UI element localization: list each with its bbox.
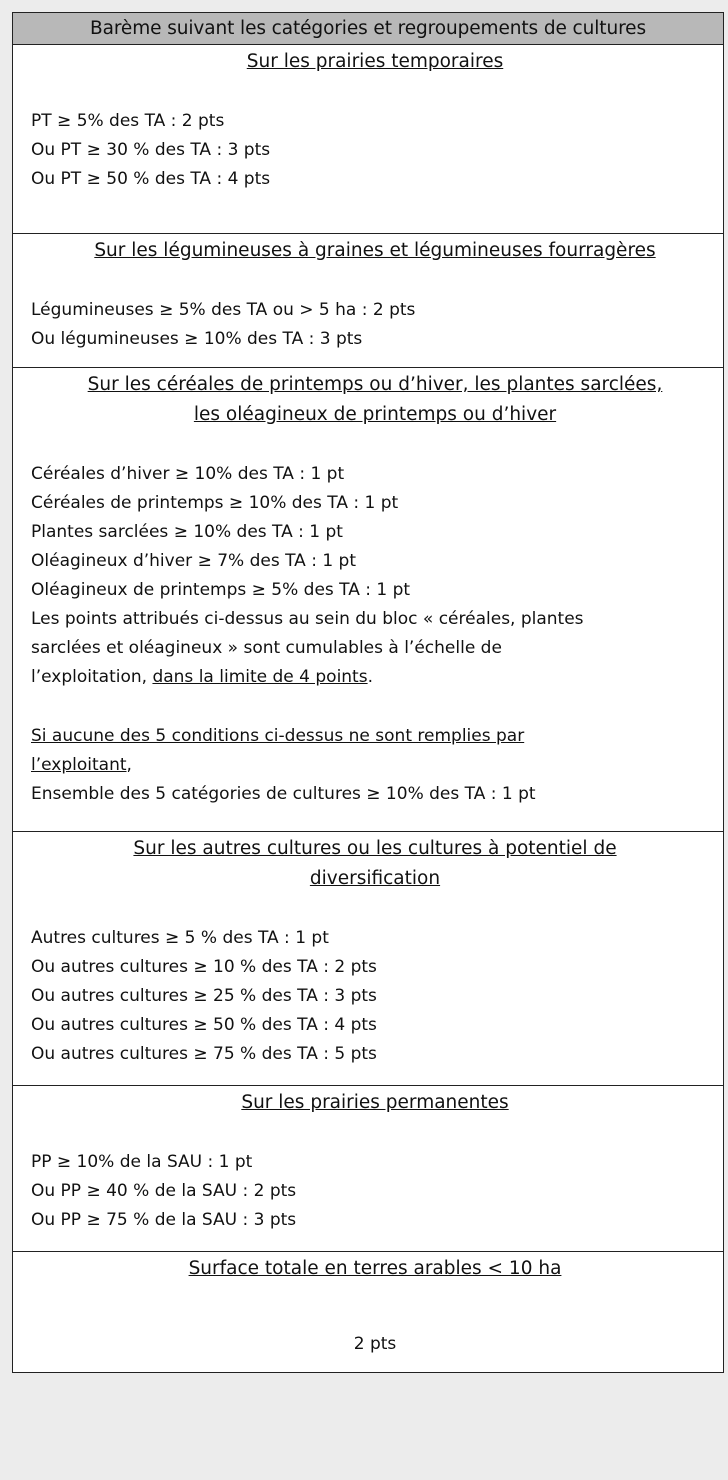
section-body bbox=[31, 460, 719, 809]
list-item: Autres cultures ≥ 5 % des TA : 1 pt bbox=[31, 928, 329, 948]
list-item: Céréales d’hiver ≥ 10% des TA : 1 pt bbox=[31, 464, 345, 484]
list-item: Ou PP ≥ 40 % de la SAU : 2 pts bbox=[31, 1181, 297, 1201]
condition-comma: , bbox=[126, 755, 132, 775]
section-title-line: Sur les autres cultures ou les cultures à potentiel de bbox=[133, 838, 617, 859]
list-item: Ou autres cultures ≥ 50 % des TA : 4 pts bbox=[31, 1015, 377, 1035]
section-title bbox=[31, 832, 719, 894]
list-item: Ou autres cultures ≥ 10 % des TA : 2 pts bbox=[31, 957, 377, 977]
list-item: PT ≥ 5% des TA : 2 pts bbox=[31, 111, 225, 131]
section-surface-totale bbox=[13, 1252, 723, 1372]
section-prairies-temporaires bbox=[13, 45, 723, 234]
list-item: Oléagineux d’hiver ≥ 7% des TA : 1 pt bbox=[31, 551, 357, 571]
condition-result: Ensemble des 5 catégories de cultures ≥ 10% des TA : 1 pt bbox=[31, 784, 536, 804]
points-value: 2 pts bbox=[353, 1334, 397, 1354]
note-prefix: l’exploitation, bbox=[31, 667, 153, 687]
section-title bbox=[31, 368, 719, 430]
scoring-table bbox=[12, 12, 724, 1373]
section-body bbox=[31, 107, 719, 194]
section-title: Surface totale en terres arables < 10 ha bbox=[188, 1258, 562, 1279]
list-item: Ou PT ≥ 50 % des TA : 4 pts bbox=[31, 169, 271, 189]
condition-subject: l’exploitant bbox=[31, 755, 127, 775]
section-autres-cultures bbox=[13, 832, 723, 1086]
section-title-line: diversification bbox=[309, 868, 441, 889]
section-title-line: Sur les céréales de printemps ou d’hiver, les plantes sarclées, bbox=[87, 374, 663, 395]
points-limit: dans la limite de 4 points bbox=[152, 667, 368, 687]
section-title: Sur les prairies permanentes bbox=[241, 1092, 509, 1113]
list-item: Légumineuses ≥ 5% des TA ou > 5 ha : 2 pts bbox=[31, 300, 416, 320]
section-body bbox=[31, 924, 719, 1069]
section-body bbox=[31, 296, 719, 354]
condition-line: Si aucune des 5 conditions ci-dessus ne sont remplies par bbox=[31, 726, 525, 746]
list-item: Ou PT ≥ 30 % des TA : 3 pts bbox=[31, 140, 271, 160]
section-title: Sur les légumineuses à graines et légumineuses fourragères bbox=[94, 240, 656, 261]
table-header: Barème suivant les catégories et regroupements de cultures bbox=[13, 13, 723, 45]
list-item: Ou légumineuses ≥ 10% des TA : 3 pts bbox=[31, 329, 363, 349]
list-item: Oléagineux de printemps ≥ 5% des TA : 1 pt bbox=[31, 580, 411, 600]
list-item: Plantes sarclées ≥ 10% des TA : 1 pt bbox=[31, 522, 343, 542]
note-suffix: . bbox=[367, 667, 373, 687]
section-body bbox=[31, 1148, 719, 1235]
list-item: PP ≥ 10% de la SAU : 1 pt bbox=[31, 1152, 253, 1172]
condition-line bbox=[31, 751, 719, 780]
cumulative-note-line: sarclées et oléagineux » sont cumulables à l’échelle de bbox=[31, 638, 502, 658]
list-item: Ou autres cultures ≥ 75 % des TA : 5 pts bbox=[31, 1044, 377, 1064]
cumulative-note-line bbox=[31, 663, 719, 692]
section-prairies-permanentes bbox=[13, 1086, 723, 1252]
section-legumineuses bbox=[13, 234, 723, 368]
cumulative-note-line: Les points attribués ci-dessus au sein du bloc « céréales, plantes bbox=[31, 609, 584, 629]
list-item: Ou autres cultures ≥ 25 % des TA : 3 pts bbox=[31, 986, 377, 1006]
section-title: Sur les prairies temporaires bbox=[246, 51, 504, 72]
section-cereales-oleagineux bbox=[13, 368, 723, 832]
section-title-line: les oléagineux de printemps ou d’hiver bbox=[193, 404, 557, 425]
list-item: Céréales de printemps ≥ 10% des TA : 1 pt bbox=[31, 493, 399, 513]
list-item: Ou PP ≥ 75 % de la SAU : 3 pts bbox=[31, 1210, 297, 1230]
